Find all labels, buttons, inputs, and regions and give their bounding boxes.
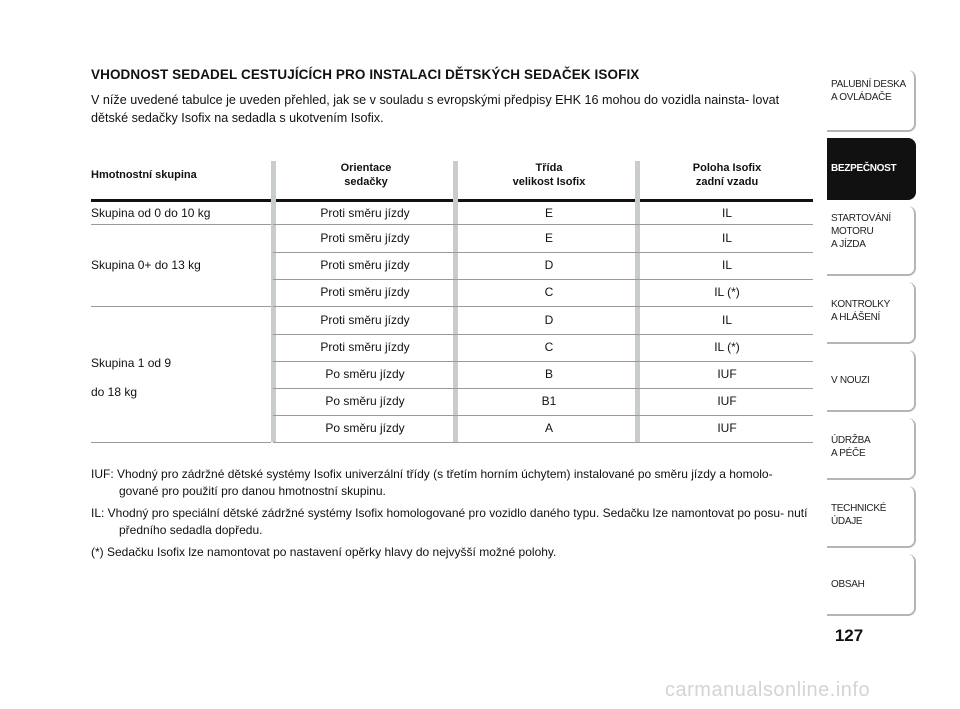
intro-paragraph: V níže uvedené tabulce je uveden přehled, jak se v souladu s evropskými předpisy EHK 16 mohou do vozidla nainsta- lovat dětské sedačky Isofix na sedadla s ukotvením Isofix. bbox=[91, 93, 780, 125]
tab-bezpecnost[interactable] bbox=[827, 138, 916, 200]
header-position bbox=[641, 161, 813, 189]
tab-technicke-udaje[interactable] bbox=[827, 486, 916, 548]
watermark: carmanualsonline.info bbox=[665, 679, 871, 701]
tab-label: V NOUZI bbox=[831, 375, 870, 386]
cell-class: A bbox=[544, 421, 553, 435]
chapter-tabs bbox=[827, 70, 916, 622]
tab-label: ÚDAJE bbox=[831, 516, 863, 527]
cell-position: IL bbox=[721, 206, 732, 220]
cell-position: IL bbox=[721, 258, 732, 272]
tab-startovani[interactable] bbox=[827, 206, 916, 276]
cell-orientation: Proti směru jízdy bbox=[320, 231, 410, 245]
cell-position: IL (*) bbox=[714, 285, 740, 299]
cell-orientation: Proti směru jízdy bbox=[320, 313, 410, 327]
tab-label: A JÍZDA bbox=[831, 239, 866, 250]
table-row bbox=[273, 361, 813, 389]
footnote-iuf: IUF: Vhodný pro zádržné dětské systémy Isofix univerzální třídy (s třetím horním úchytem) instalované po směru jízdy a homolo- gované pro použití pro danou hmotnostní skupinu. bbox=[91, 467, 773, 498]
tab-label: PALUBNÍ DESKA bbox=[831, 79, 906, 90]
cell-position: IUF bbox=[717, 367, 737, 381]
cell-position: IUF bbox=[717, 394, 737, 408]
cell-orientation: Proti směru jízdy bbox=[320, 206, 410, 220]
cell-class: C bbox=[544, 340, 554, 354]
tab-label: BEZPEČNOST bbox=[831, 163, 897, 174]
page-title: VHODNOST SEDADEL CESTUJÍCÍCH PRO INSTALACI DĚTSKÝCH SEDAČEK ISOFIX bbox=[91, 67, 640, 82]
group-label: Skupina 1 od 9 bbox=[91, 356, 172, 370]
group-label: do 18 kg bbox=[91, 385, 138, 399]
cell-position: IL (*) bbox=[714, 340, 740, 354]
tab-label: ÚDRŽBA bbox=[831, 435, 871, 446]
tab-udrzba[interactable] bbox=[827, 418, 916, 480]
tab-label: STARTOVÁNÍ bbox=[831, 213, 891, 224]
tab-obsah[interactable] bbox=[827, 554, 916, 616]
cell-orientation: Proti směru jízdy bbox=[320, 258, 410, 272]
group-cell bbox=[91, 225, 271, 307]
group-label: Skupina 0+ do 13 kg bbox=[91, 258, 201, 272]
footnotes bbox=[91, 466, 813, 566]
table-row bbox=[273, 252, 813, 280]
tab-label: KONTROLKY bbox=[831, 299, 890, 310]
header-position-line1: Poloha Isofix bbox=[692, 162, 762, 174]
cell-class: D bbox=[544, 258, 554, 272]
tab-kontrolky[interactable] bbox=[827, 282, 916, 344]
cell-orientation: Proti směru jízdy bbox=[320, 340, 410, 354]
cell-position: IL bbox=[721, 231, 732, 245]
table-row bbox=[273, 279, 813, 307]
cell-class: E bbox=[544, 206, 553, 220]
cell-orientation: Po směru jízdy bbox=[325, 367, 405, 381]
tab-palubni-deska[interactable] bbox=[827, 70, 916, 132]
header-orientation-line2: sedačky bbox=[344, 176, 388, 188]
cell-orientation: Proti směru jízdy bbox=[320, 285, 410, 299]
tab-label: A PÉČE bbox=[831, 448, 866, 459]
header-orientation bbox=[276, 161, 456, 189]
tab-label: MOTORU bbox=[831, 226, 874, 237]
cell-class: E bbox=[544, 231, 553, 245]
tab-label: A HLÁŠENÍ bbox=[831, 312, 880, 323]
table-row bbox=[273, 307, 813, 335]
footnote-il: IL: Vhodný pro speciální dětské zádržné systémy Isofix homologované pro vozidlo daného typu. Sedačku lze namontovat po posu- nutí předního sedadla dopředu. bbox=[91, 506, 808, 537]
cell-class: D bbox=[544, 313, 554, 327]
header-class-line1: Třída bbox=[535, 162, 563, 174]
page-number: 127 bbox=[834, 626, 864, 645]
group-label: Skupina od 0 do 10 kg bbox=[91, 206, 211, 220]
header-position-line2: zadní vzadu bbox=[695, 176, 759, 188]
footnote-asterisk: (*) Sedačku Isofix lze namontovat po nastavení opěrky hlavy do nejvyšší možné polohy. bbox=[91, 545, 557, 559]
table-row bbox=[273, 388, 813, 416]
group-cell bbox=[91, 202, 271, 225]
cell-position: IL bbox=[721, 313, 732, 327]
tab-label: TECHNICKÉ bbox=[831, 503, 887, 514]
cell-class: B1 bbox=[541, 394, 557, 408]
header-class-line2: velikost Isofix bbox=[512, 176, 586, 188]
table-row bbox=[273, 225, 813, 253]
cell-orientation: Po směru jízdy bbox=[325, 394, 405, 408]
cell-orientation: Po směru jízdy bbox=[325, 421, 405, 435]
table-row bbox=[273, 202, 813, 225]
cell-class: C bbox=[544, 285, 554, 299]
tab-label: A OVLÁDAČE bbox=[831, 92, 892, 103]
table-header bbox=[91, 161, 813, 202]
tab-label: OBSAH bbox=[831, 579, 865, 590]
table-row bbox=[273, 334, 813, 362]
header-orientation-line1: Orientace bbox=[340, 162, 392, 174]
table-row bbox=[273, 415, 813, 443]
cell-position: IUF bbox=[717, 421, 737, 435]
group-cell bbox=[91, 307, 271, 443]
isofix-table bbox=[91, 161, 813, 442]
tab-v-nouzi[interactable] bbox=[827, 350, 916, 412]
header-weight-group: Hmotnostní skupina bbox=[91, 169, 197, 181]
header-class bbox=[459, 161, 639, 189]
table-body bbox=[91, 202, 813, 442]
cell-class: B bbox=[544, 367, 553, 381]
